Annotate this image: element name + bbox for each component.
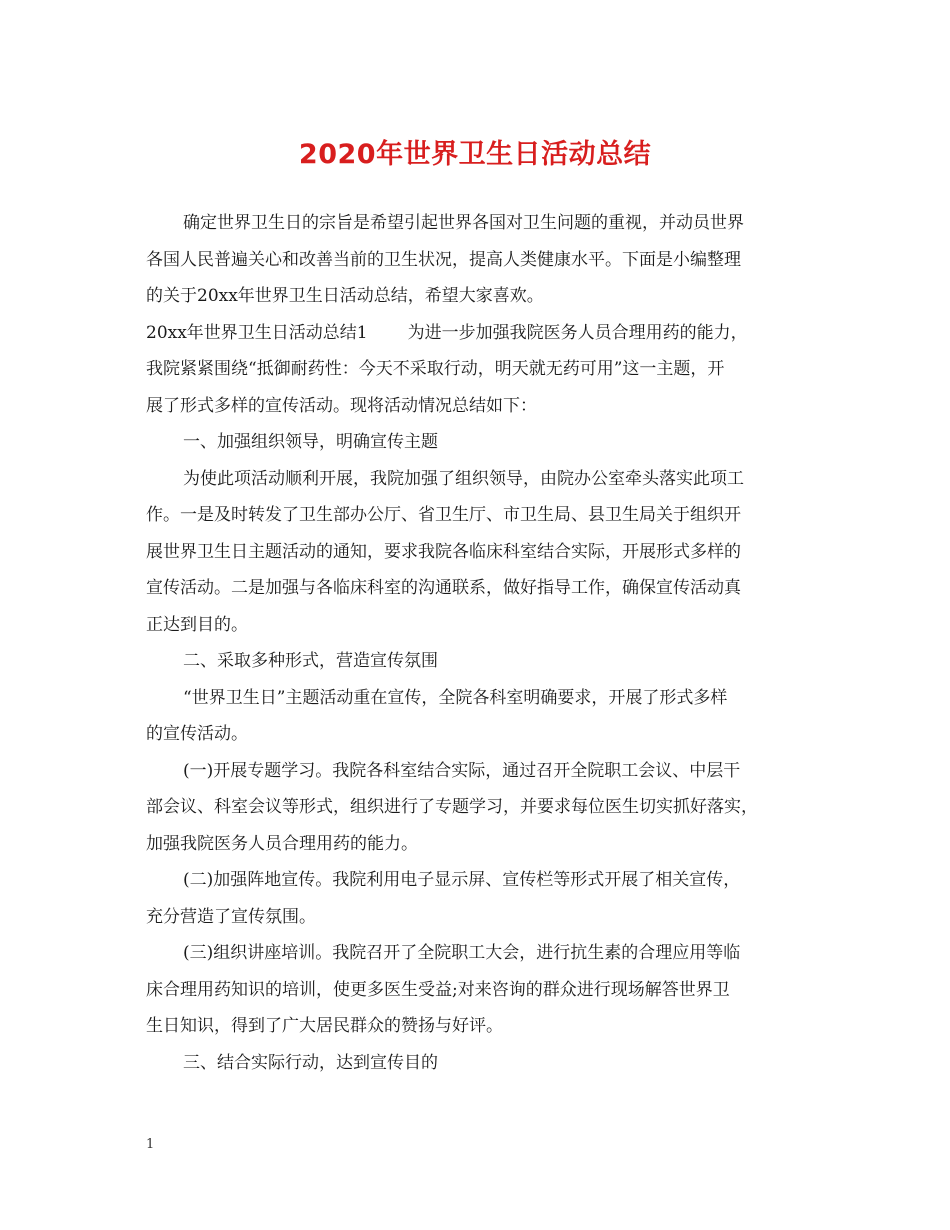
paragraph-3 [146,753,806,863]
paragraph-5 [146,935,806,1045]
text-line: (一)开展专题学习。我院各科室结合实际，通过召开全院职工会议、中层干 [183,760,741,781]
heading-2: 二、采取多种形式，营造宣传氛围 [183,651,438,671]
text-line: 正达到目的。 [146,614,248,635]
paragraph-4 [146,862,806,935]
paragraph-2 [146,680,806,753]
text-line: “世界卫生日”主题活动重在宣传，全院各科室明确要求，开展了形式多样 [183,687,728,708]
section1-heading: 20xx年世界卫生日活动总结1 [146,322,368,343]
text-line: 生日知识，得到了广大居民群众的赞扬与好评。 [146,1016,503,1036]
text-line: 加强我院医务人员合理用药的能力。 [146,833,418,854]
intro-paragraph [146,205,806,315]
text-line: 的关于20xx年世界卫生日活动总结，希望大家喜欢。 [146,286,544,306]
text-line: 宣传活动。二是加强与各临床科室的沟通联系，做好指导工作，确保宣传活动真 [146,578,741,598]
text-line: 各国人民普遍关心和改善当前的卫生状况，提高人类健康水平。下面是小编整理 [146,249,741,270]
heading-3: 三、结合实际行动，达到宣传目的 [183,1052,438,1073]
text-line: 我院紧紧围绕“抵御耐药性：今天不采取行动，明天就无药可用”这一主题，开 [146,359,725,379]
text-line: 为使此项活动顺利开展，我院加强了组织领导，由院办公室牵头落实此项工 [183,468,744,489]
page-number: 1 [146,1137,155,1152]
section1-first-line: 为进一步加强我院医务人员合理用药的能力， [407,322,748,343]
text-line: (三)组织讲座培训。我院召开了全院职工大会，进行抗生素的合理应用等临 [183,943,741,963]
text-line: 部会议、科室会议等形式，组织进行了专题学习，并要求每位医生切实抓好落实， [146,797,758,817]
text-line: 作。一是及时转发了卫生部办公厅、省卫生厅、市卫生局、县卫生局关于组织开 [146,505,741,525]
document-title: 2020年世界卫生日活动总结 [298,139,652,170]
text-line [146,315,806,352]
paragraph-1 [146,461,806,644]
document-body [146,205,806,1081]
text-line: 展世界卫生日主题活动的通知，要求我院各临床科室结合实际，开展形式多样的 [146,541,741,562]
text-line: 床合理用药知识的培训，使更多医生受益;对来咨询的群众进行现场解答世界卫 [146,979,730,1000]
heading-1: 一、加强组织领导，明确宣传主题 [183,432,438,452]
text-line: 确定世界卫生日的宗旨是希望引起世界各国对卫生问题的重视，并动员世界 [183,213,744,233]
text-line: 的宣传活动。 [146,724,248,744]
text-line: 展了形式多样的宣传活动。现将活动情况总结如下： [146,395,537,416]
text-line: 充分营造了宣传氛围。 [146,906,316,927]
text-line: (二)加强阵地宣传。我院利用电子显示屏、宣传栏等形式开展了相关宣传， [183,870,741,890]
section1-paragraph [146,315,806,425]
